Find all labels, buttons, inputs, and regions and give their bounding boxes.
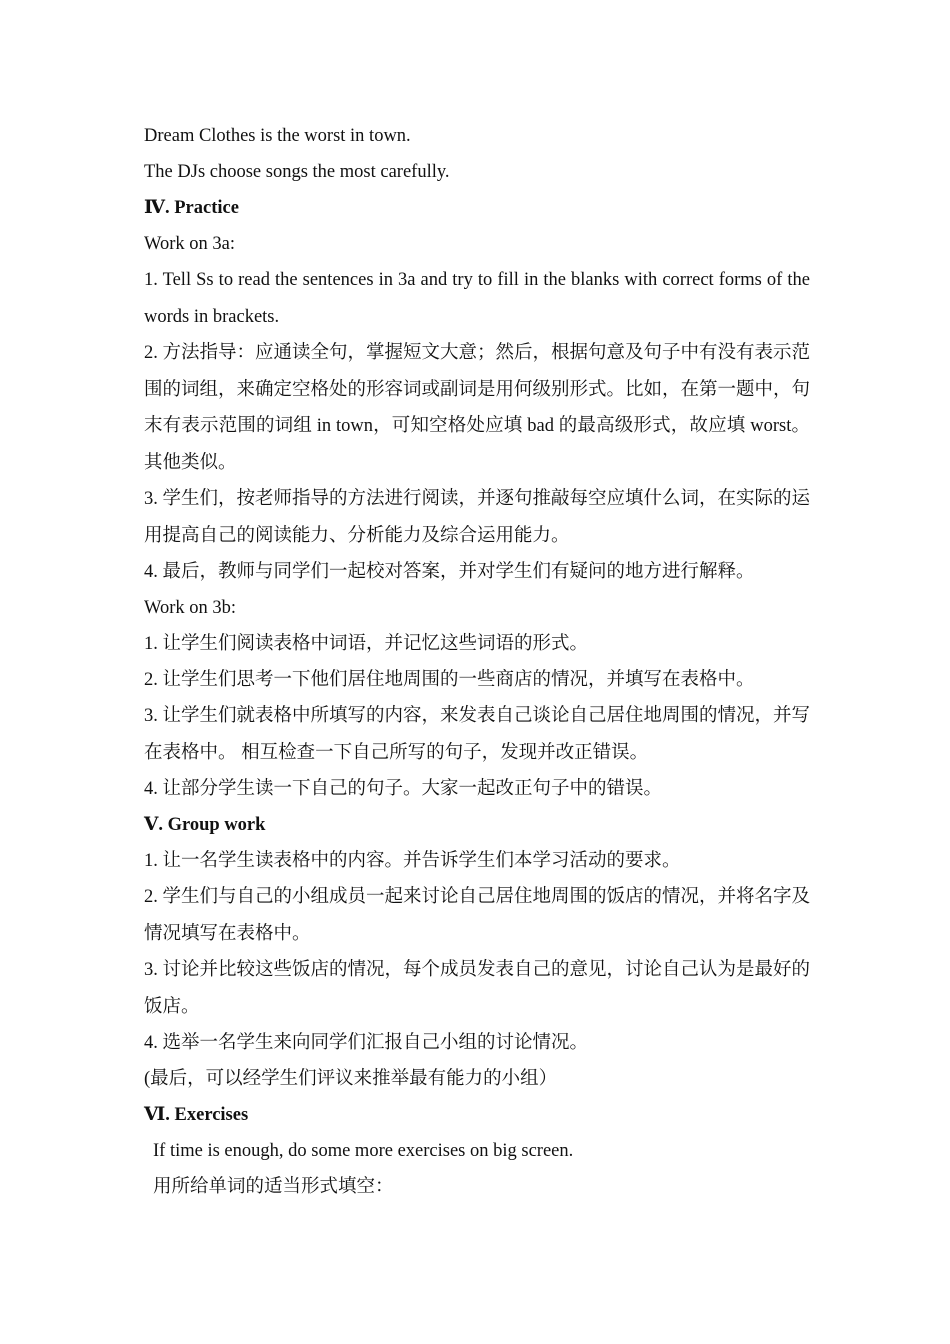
text-line: 2. 让学生们思考一下他们居住地周围的一些商店的情况，并填写在表格中。 [144,670,755,690]
subheading-work-on-3a: Work on 3a: [144,234,235,254]
text-line: 1. 让一名学生读表格中的内容。并告诉学生们本学习活动的要求。 [144,851,681,871]
document-body [144,118,810,1205]
paragraph: 2. 学生们与自己的小组成员一起来讨论自己居住地周围的饭店的情况，并将名字及情况填写在表格中。 [144,887,811,944]
text-line: (最后，可以经学生们评议来推举最有能力的小组） [144,1069,558,1089]
text-line: The DJs choose songs the most carefully. [144,162,450,182]
text-line: 用所给单词的适当形式填空： [153,1177,394,1197]
paragraph: 2. 方法指导：应通读全句，掌握短文大意；然后，根据句意及句子中有没有表示范围的词组，来确定空格处的形容词或副词是用何级别形式。比如，在第一题中，句末有表示范围的词组 in town，可知空格处应填 bad 的最高级形式，故应填 worst。其他类似。 [144,343,811,473]
text-line: 4. 选举一名学生来向同学们汇报自己小组的讨论情况。 [144,1033,589,1053]
paragraph: 1. Tell Ss to read the sentences in 3a and try to fill in the blanks with correct forms of the words in brackets. [144,270,810,327]
section-heading-exercises: Ⅵ. Exercises [144,1105,249,1125]
text-line: Dream Clothes is the worst in town. [144,126,411,146]
paragraph: 3. 讨论并比较这些饭店的情况，每个成员发表自己的意见，讨论自己认为是最好的饭店。 [144,960,811,1017]
text-line: 4. 让部分学生读一下自己的句子。大家一起改正句子中的错误。 [144,779,663,799]
section-heading-practice: Ⅳ. Practice [144,198,239,218]
text-line: 1. 让学生们阅读表格中词语，并记忆这些词语的形式。 [144,634,589,654]
paragraph: 3. 让学生们就表格中所填写的内容，来发表自己谈论自己居住地周围的情况，并写在表格中。 相互检查一下自己所写的句子，发现并改正错误。 [144,706,811,763]
text-line: If time is enough, do some more exercises on big screen. [153,1141,574,1161]
paragraph: 3. 学生们，按老师指导的方法进行阅读，并逐句推敲每空应填什么词，在实际的运用提高自己的阅读能力、分析能力及综合运用能力。 [144,489,811,546]
text-line: 4. 最后，教师与同学们一起校对答案，并对学生们有疑问的地方进行解释。 [144,562,755,582]
section-heading-group-work: Ⅴ. Group work [144,815,266,835]
subheading-work-on-3b: Work on 3b: [144,598,237,618]
